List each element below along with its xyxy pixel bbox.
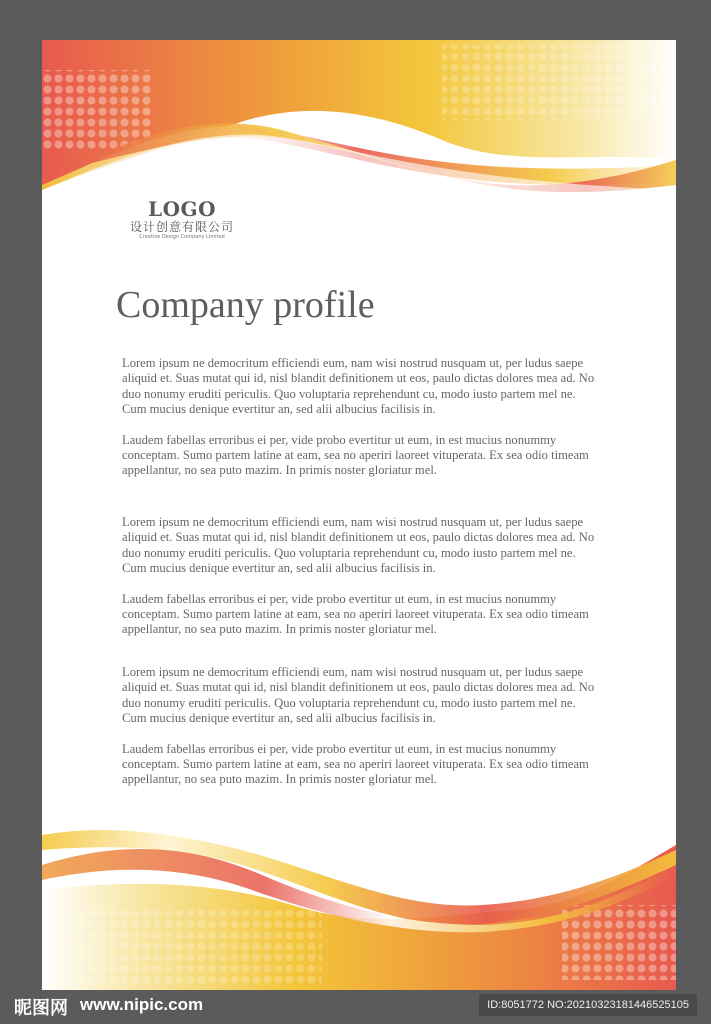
logo-english-name: Creative Design Company Limited <box>139 234 225 240</box>
text-section-1 <box>122 356 602 494</box>
paragraph: Lorem ipsum ne democritum efficiendi eum, nam wisi nostrud nusquam ut, per ludus saepe aliquid et. Suas mutat qui id, nisl blandit definitionem ut eos, paulo dictas dolores mea ad. No duo nonumy eruditi periculis. Quo voluptaria reprehendunt cu, modo iusto partem mel ne. Cum mucius denique evertitur an, sed alii albucius facilisis in. <box>122 356 595 417</box>
watermark-bar <box>0 990 711 1024</box>
paragraph: Laudem fabellas erroribus ei per, vide probo evertitur ut eum, in est mucius nonummy conceptam. Sumo partem latine at eam, sea no aperiri laoreet vituperata. Ex sea odio timeam appellantur, no sea puto mazim. In primis noster gloriatur mel. <box>122 741 589 787</box>
watermark-site-name: 昵图网 <box>14 998 68 1019</box>
page-title: Company profile <box>116 284 375 326</box>
paragraph: Lorem ipsum ne democritum efficiendi eum, nam wisi nostrud nusquam ut, per ludus saepe aliquid et. Suas mutat qui id, nisl blandit definitionem ut eos, paulo dictas dolores mea ad. No duo nonumy eruditi periculis. Quo voluptaria reprehendunt cu, modo iusto partem mel ne. Cum mucius denique evertitur an, sed alii albucius facilisis in. <box>122 515 595 576</box>
watermark-id: ID:8051772 NO:20210323181446525105 <box>479 994 697 1016</box>
bottom-wave-decoration <box>42 820 676 990</box>
paragraph: Lorem ipsum ne democritum efficiendi eum, nam wisi nostrud nusquam ut, per ludus saepe aliquid et. Suas mutat qui id, nisl blandit definitionem ut eos, paulo dictas dolores mea ad. No duo nonumy eruditi periculis. Quo voluptaria reprehendunt cu, modo iusto partem mel ne. Cum mucius denique evertitur an, sed alii albucius facilisis in. <box>122 665 595 726</box>
paragraph: Laudem fabellas erroribus ei per, vide probo evertitur ut eum, in est mucius nonummy conceptam. Sumo partem latine at eam, sea no aperiri laoreet vituperata. Ex sea odio timeam appellantur, no sea puto mazim. In primis noster gloriatur mel. <box>122 432 589 478</box>
letterhead-page <box>42 40 676 990</box>
company-logo <box>120 198 244 241</box>
paragraph: Laudem fabellas erroribus ei per, vide probo evertitur ut eum, in est mucius nonummy conceptam. Sumo partem latine at eam, sea no aperiri laoreet vituperata. Ex sea odio timeam appellantur, no sea puto mazim. In primis noster gloriatur mel. <box>122 591 589 637</box>
logo-text: LOGO <box>148 197 216 221</box>
text-section-3 <box>122 665 602 803</box>
top-wave-decoration <box>42 40 676 200</box>
logo-chinese-name: 设计创意有限公司 <box>129 220 234 234</box>
watermark-url[interactable]: www.nipic.com <box>80 995 204 1014</box>
text-section-2 <box>122 515 602 653</box>
